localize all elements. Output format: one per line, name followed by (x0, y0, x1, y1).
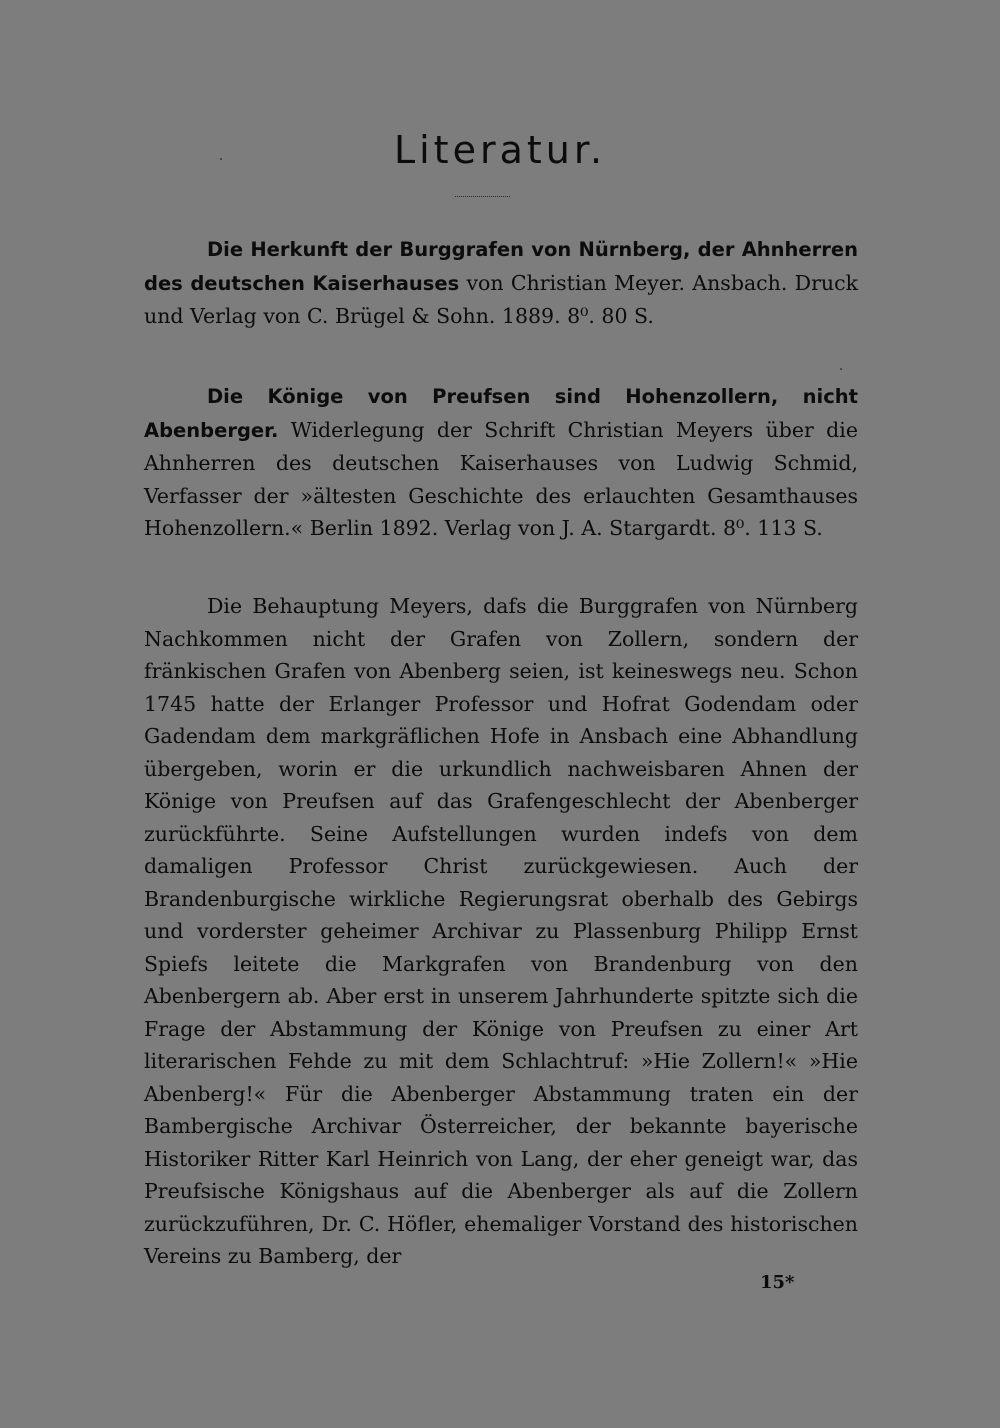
entry-details: von Christian Meyer. Ansbach. Druck und Verlag von C. Brügel & Sohn. 1889. 8⁰. 80 S. (144, 270, 858, 328)
bibliography-entry-1 (144, 233, 858, 333)
body-paragraph-text: Die Behauptung Meyers, dafs die Burggrafen von Nürnberg Nachkommen nicht der Grafen von Zollern, sondern der fränkischen Grafen von Abenberg seien, ist keineswegs neu. Schon 1745 hatte der Erlanger Professor und Hofrat Godendam oder Gadendam dem markgräflichen Hofe in Ansbach eine Abhandlung übergeben, worin er die urkundlich nachweisbaren Ahnen der Könige von Preufsen auf das Grafengeschlecht der Abenberger zurückführte. Seine Aufstellungen wurden indefs von dem damaligen Professor Christ zurückgewiesen. Auch der Brandenburgische wirkliche Regierungsrat oberhalb des Gebirgs und vorderster geheimer Archivar zu Plassenburg Philipp Ernst Spiefs leitete die Markgrafen von Brandenburg von den Abenbergern ab. Aber erst in unserem Jahrhunderte spitzte sich die Frage der Abstammung der Könige von Preufsen zu einer Art literarischen Fehde zu mit dem Schlachtruf: »Hie Zollern!« »Hie Abenberg!« Für die Abenberger Abstammung traten ein der Bambergische Archivar Österreicher, der bekannte bayerische Historiker Ritter Karl Heinrich von Lang, der eher geneigt war, das Preufsische Königshaus auf die Abenberger als auf die Zollern zurückzuführen, Dr. C. Höfler, ehemaliger Vorstand des historischen Vereins zu Bamberg, der (144, 594, 858, 1268)
entry-title: Die Könige von Preufsen sind Hohenzollern, nicht Abenberger. (144, 385, 858, 442)
title-divider (455, 196, 510, 197)
stray-dot (220, 158, 222, 160)
body-paragraph (144, 590, 858, 1273)
bibliography-entry-2 (144, 380, 858, 545)
page-title: Literatur. (393, 128, 607, 172)
page-signature: 15* (760, 1272, 795, 1293)
entry-details: Widerlegung der Schrift Christian Meyers über die Ahnherren des deutschen Kaiserhauses von Ludwig Schmid, Verfasser der »ältesten Geschichte des erlauchten Gesamthauses Hohenzollern.« Berlin 1892. Verlag von J. A. Stargardt. 8⁰. 113 S. (144, 417, 858, 540)
stray-dot (840, 368, 842, 370)
entry-title: Die Herkunft der Burggrafen von Nürnberg, der Ahnherren des deutschen Kaiserhauses (144, 238, 858, 295)
